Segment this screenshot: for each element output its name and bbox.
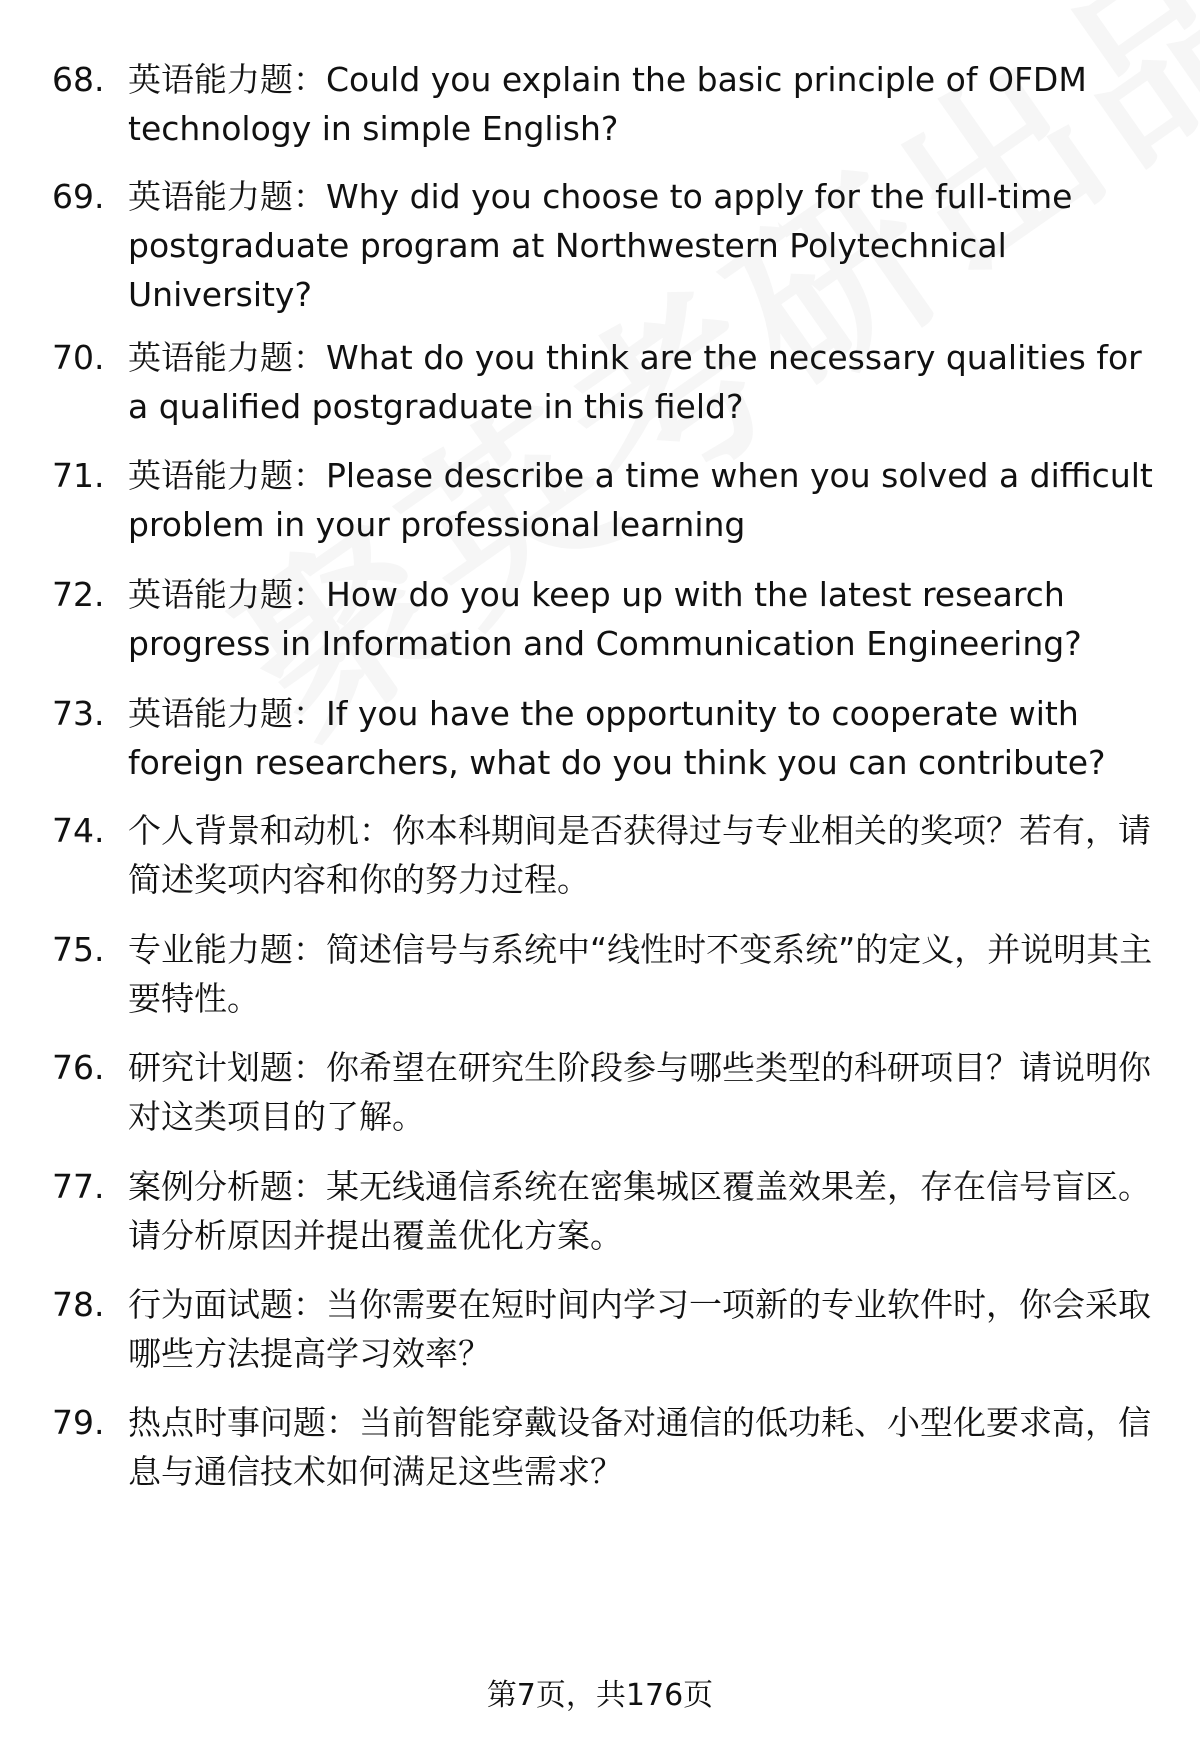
question-number: 78. [52,1285,105,1324]
question-number: 70. [52,338,105,377]
question-number: 74. [52,811,105,850]
question-text: 英语能力题：Please describe a time when you solved a difficult problem in your professional learning [128,456,1153,544]
question-text: 研究计划题：你希望在研究生阶段参与哪些类型的科研项目？请说明你对这类项目的了解。 [128,1048,1151,1136]
question-number: 75. [52,930,105,969]
question-item [52,1162,1162,1260]
question-text: 专业能力题：简述信号与系统中“线性时不变系统”的定义，并说明其主要特性。 [128,930,1153,1018]
question-text: 英语能力题：Why did you choose to apply for the full-time postgraduate program at Northwestern Polytechnical University? [128,177,1073,314]
question-text: 案例分析题：某无线通信系统在密集城区覆盖效果差，存在信号盲区。请分析原因并提出覆盖优化方案。 [128,1167,1151,1255]
question-number: 73. [52,694,105,733]
question-item [52,689,1162,787]
question-text: 行为面试题：当你需要在短时间内学习一项新的专业软件时，你会采取哪些方法提高学习效率？ [128,1285,1151,1373]
question-number: 77. [52,1167,105,1206]
question-item [52,570,1162,668]
question-item [52,1280,1162,1378]
question-text: 英语能力题：If you have the opportunity to cooperate with foreign researchers, what do you think you can contribute? [128,694,1106,782]
question-item [52,451,1162,549]
question-number: 79. [52,1403,105,1442]
question-text: 英语能力题：Could you explain the basic principle of OFDM technology in simple English? [128,60,1087,148]
question-text: 热点时事问题：当前智能穿戴设备对通信的低功耗、小型化要求高，信息与通信技术如何满足这些需求？ [128,1403,1151,1491]
question-item [52,333,1162,431]
question-item [52,172,1162,319]
question-item [52,55,1162,153]
question-number: 71. [52,456,105,495]
question-item [52,806,1162,904]
question-number: 72. [52,575,105,614]
question-text: 英语能力题：What do you think are the necessary qualities for a qualified postgraduate in this field? [128,338,1142,426]
question-item [52,1043,1162,1141]
page-number-footer: 第7页，共176页 [486,1678,714,1713]
question-number: 76. [52,1048,105,1087]
question-number: 68. [52,60,105,99]
question-text: 英语能力题：How do you keep up with the latest research progress in Information and Communication Engineering? [128,575,1082,663]
question-number: 69. [52,177,105,216]
question-item [52,1398,1162,1496]
question-item [52,925,1162,1023]
question-text: 个人背景和动机：你本科期间是否获得过与专业相关的奖项？若有，请简述奖项内容和你的努力过程。 [128,811,1151,899]
